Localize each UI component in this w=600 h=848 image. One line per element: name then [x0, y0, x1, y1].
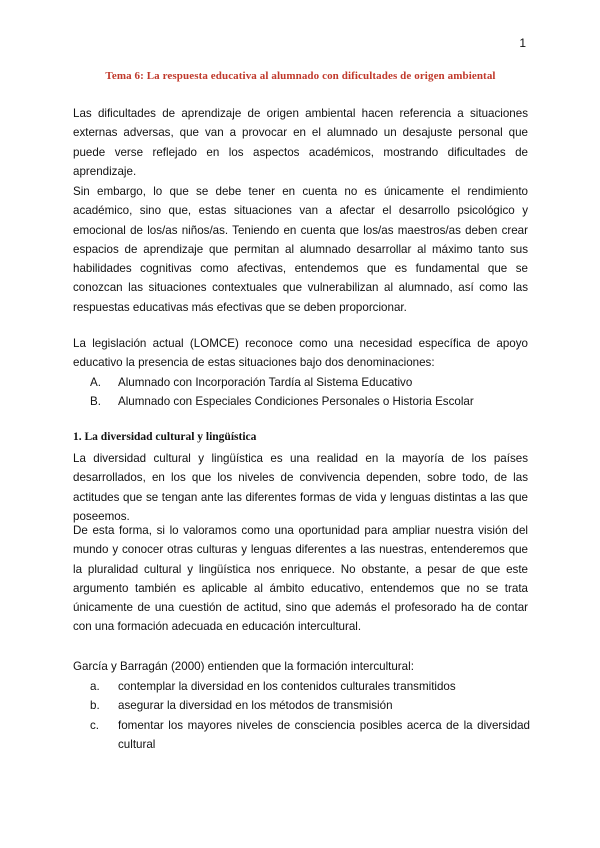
- list-item: [90, 677, 530, 696]
- list-marker: A.: [90, 376, 101, 389]
- paragraph-intro: Las dificultades de aprendizaje de origen ambiental hacen referencia a situaciones externas adversas, que van a provocar en el alumnado un desajuste personal que puede verse reflejado en los aspectos académicos, mostrando dificultades de aprendizaje.: [73, 107, 528, 178]
- paragraph-development: Sin embargo, lo que se debe tener en cuenta no es únicamente el rendimiento académico, sino que, estas situaciones van a afectar el desarrollo psicológico y emocional de los/as niños/as. Teniendo en cuenta que los/as maestros/as deben crear espacios de aprendizaje que permitan al alumnado desarrollar al máximo tanto sus habilidades cognitivas como afectivas, entendemos que es fundamental que se conozcan las situaciones contextuales que vulnerabilizan al alumnado, así como las respuestas educativas más efectivas que se deben proporcionar.: [73, 185, 528, 314]
- paragraph-opportunity: De esta forma, si lo valoramos como una oportunidad para ampliar nuestra visión del mundo y conocer otras culturas y lenguas diferentes a las nuestras, entenderemos que la pluralidad cultural y lingüística nos enriquece. No obstante, a pesar de que este argumento también es aplicable al ámbito educativo, entendemos que no se trata únicamente de una cuestión de actitud, sino que además el profesorado ha de contar con una formación adecuada en educación intercultural.: [73, 524, 528, 634]
- list-item: [90, 392, 530, 411]
- intercultural-training-list: [90, 677, 530, 754]
- page-number: 1: [519, 36, 526, 50]
- section-heading: 1. La diversidad cultural y lingüística: [73, 431, 257, 443]
- paragraph-diversity: La diversidad cultural y lingüística es una realidad en la mayoría de los países desarrollados, en los que los niveles de convivencia dependen, sobre todo, de las actitudes que se tengan ante las diferentes formas de vida y lenguas distintas a las que poseemos.: [73, 452, 528, 523]
- paragraph-legislation: La legislación actual (LOMCE) reconoce como una necesidad específica de apoyo educativo la presencia de estas situaciones bajo dos denominaciones:: [73, 337, 528, 370]
- list-item: [90, 373, 530, 392]
- list-item-text: contemplar la diversidad en los contenidos culturales transmitidos: [118, 680, 456, 693]
- list-marker: c.: [90, 718, 100, 732]
- list-marker: a.: [90, 680, 100, 693]
- document-title: Tema 6: La respuesta educativa al alumnado con dificultades de origen ambiental: [105, 70, 496, 82]
- list-item-text: Alumnado con Especiales Condiciones Personales o Historia Escolar: [118, 395, 474, 409]
- list-marker: B.: [90, 395, 101, 409]
- list-item: [90, 696, 530, 715]
- denominations-list: [90, 373, 530, 412]
- list-item-text: fomentar los mayores niveles de consciencia posibles acerca de la diversidad cultural: [118, 718, 530, 751]
- list-item-text: Alumnado con Incorporación Tardía al Sistema Educativo: [118, 376, 413, 389]
- list-item-text: asegurar la diversidad en los métodos de transmisión: [118, 699, 393, 713]
- list-item: [90, 716, 530, 755]
- paragraph-garcia: García y Barragán (2000) entienden que la formación intercultural:: [73, 660, 414, 673]
- list-marker: b.: [90, 699, 100, 713]
